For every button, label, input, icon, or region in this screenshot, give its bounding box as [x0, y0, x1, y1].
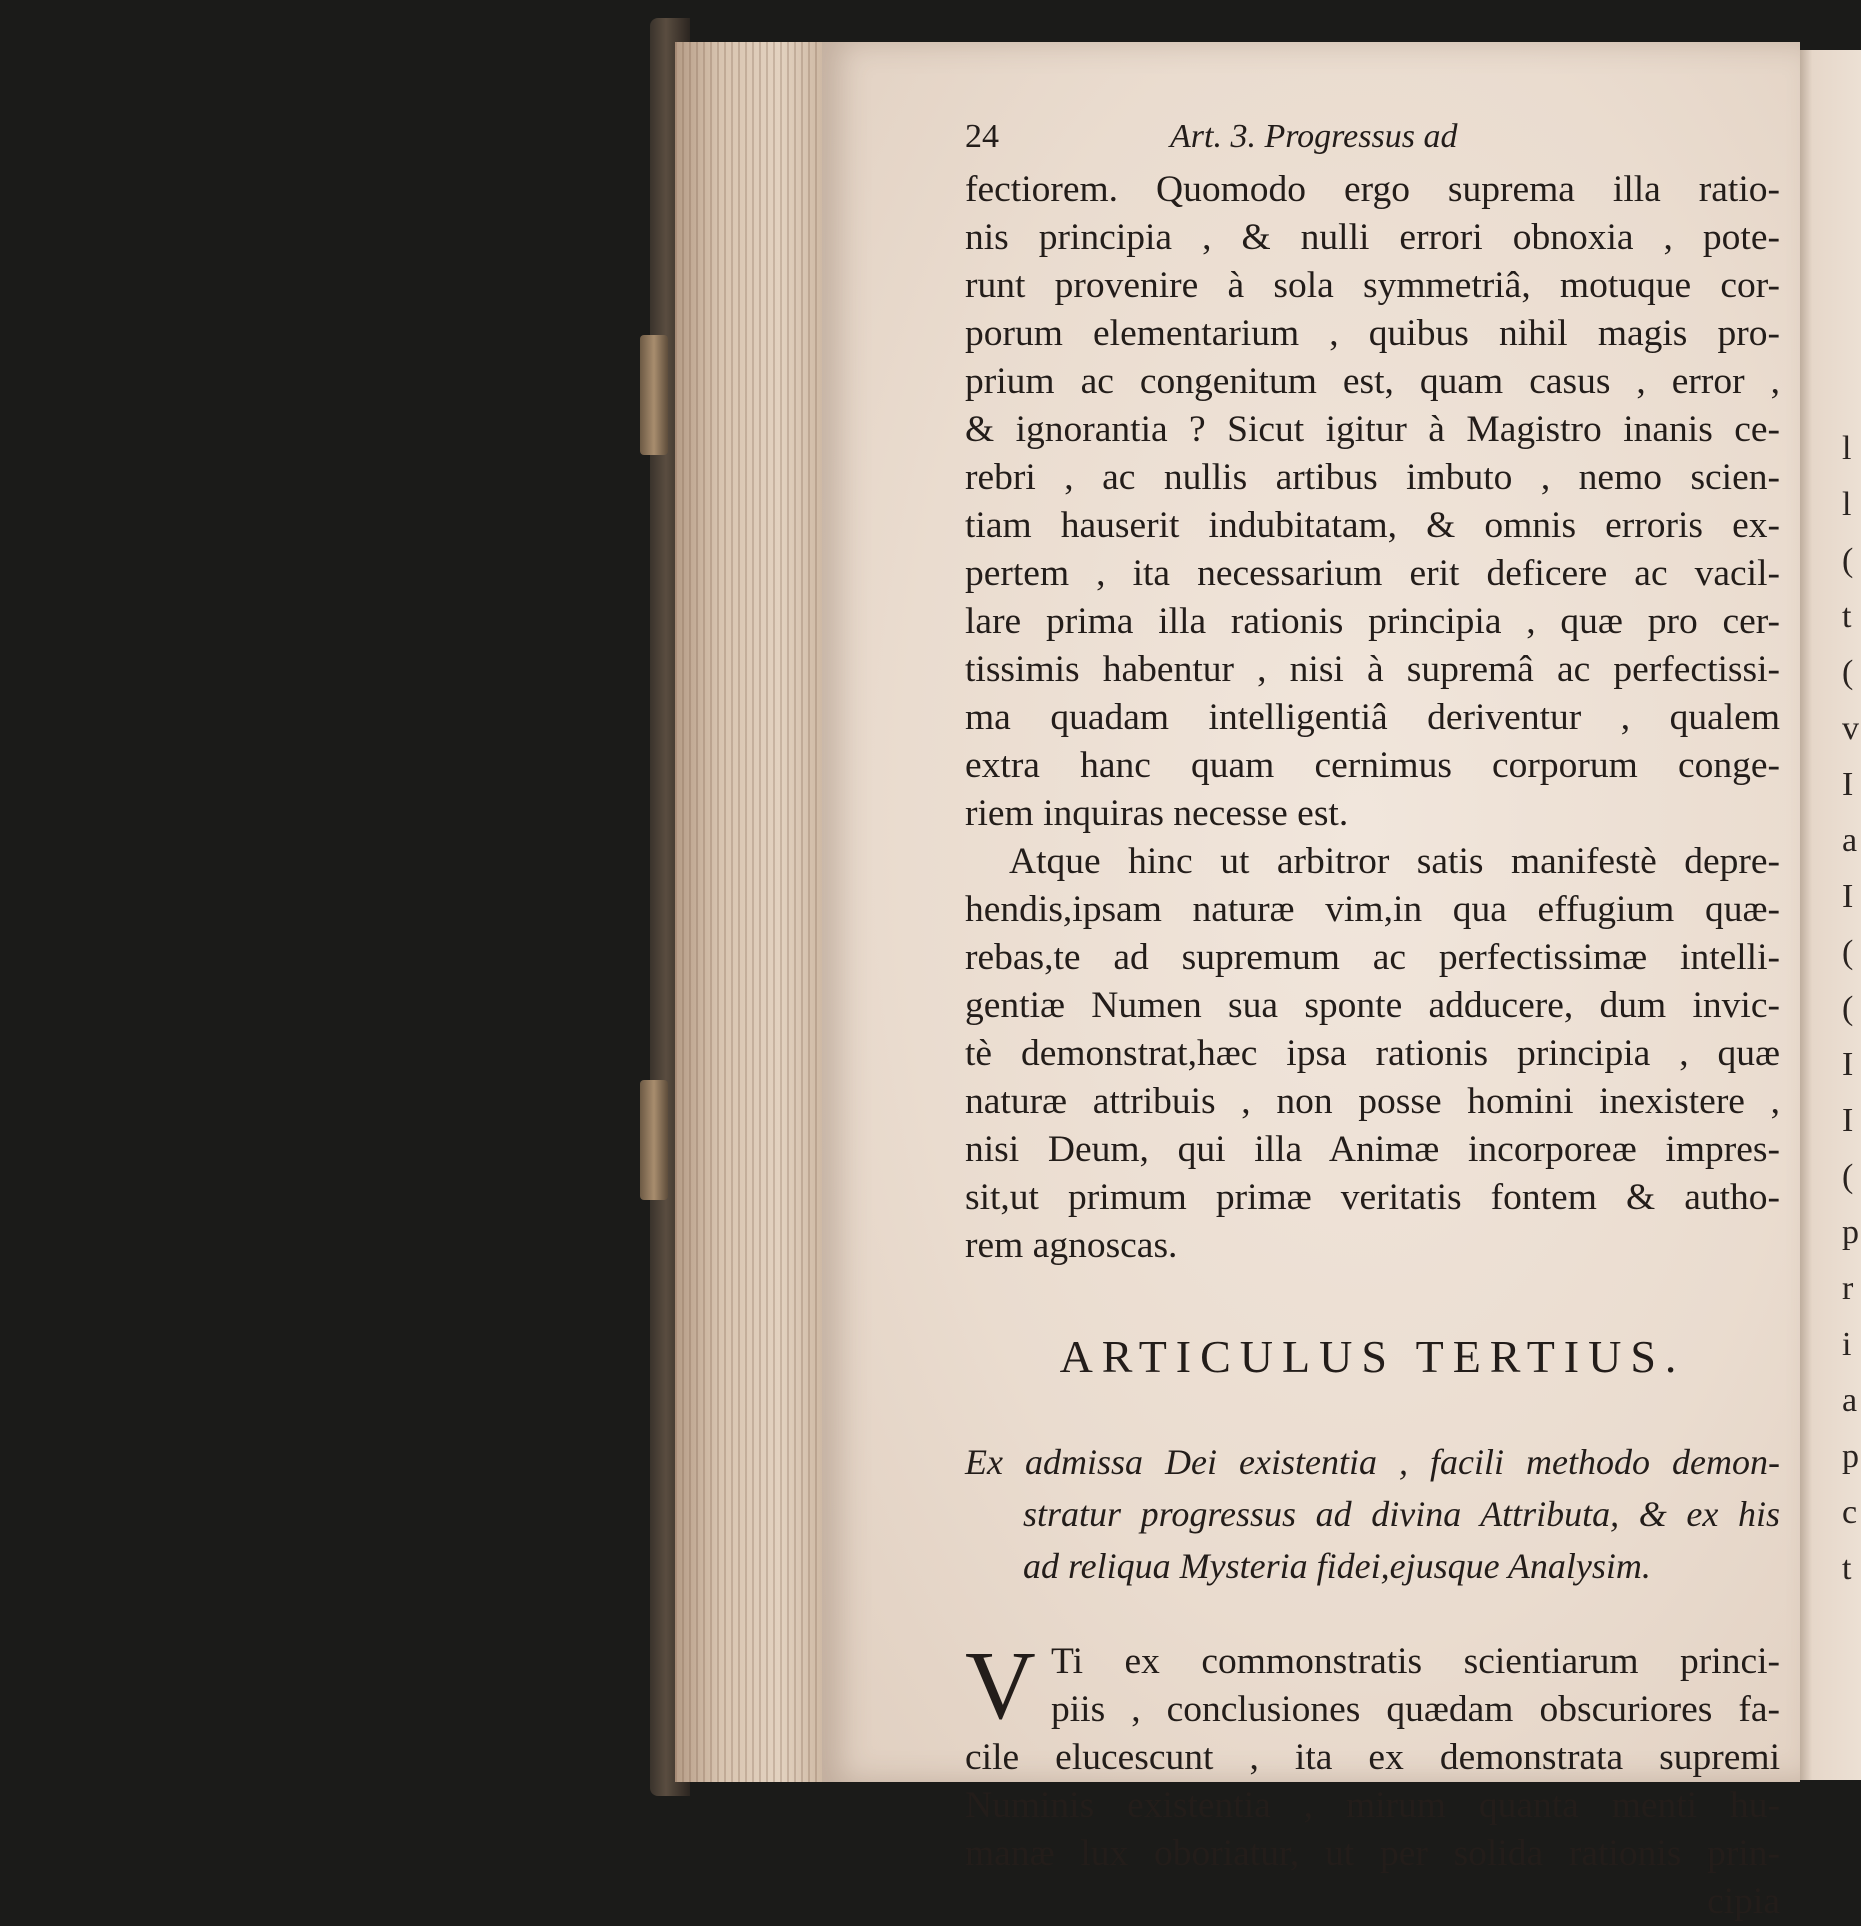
facing-page-sliver: [1800, 50, 1861, 1780]
facing-page-glyph: (: [1842, 990, 1854, 1027]
text-line: rebri , ac nullis artibus imbuto , nemo scien-: [965, 457, 1780, 498]
text-line: porum elementarium , quibus nihil magis pro-: [965, 313, 1780, 354]
text-line: Numinis existentia , mirum quanta menti hu-: [965, 1785, 1780, 1826]
text-line: ma quadam intelligentiâ deriventur , qualem: [965, 697, 1780, 738]
text-line: manæ lux oboriatur, ut per solida rationis prin-: [965, 1833, 1780, 1874]
text-line: fectiorem. Quomodo ergo suprema illa ratio-: [965, 169, 1780, 210]
drop-cap: V: [965, 1632, 1036, 1740]
page-header: [965, 118, 1780, 164]
facing-page-glyph: a: [1842, 1382, 1858, 1419]
text-line: nisi Deum, qui illa Animæ incorporeæ impres-: [965, 1129, 1780, 1170]
facing-page-glyph: i: [1842, 1326, 1852, 1363]
facing-page-glyph: I: [1842, 766, 1854, 803]
text-line: cile elucescunt , ita ex demonstrata supremi: [965, 1737, 1780, 1778]
text-line: lare prima illa rationis principia , quæ pro cer-: [965, 601, 1780, 642]
text-line: Ex admissa Dei existentia , facili methodo demon-: [965, 1442, 1780, 1482]
text-line: riem inquiras necesse est.: [965, 793, 1349, 834]
text-line: ad reliqua Mysteria fidei,ejusque Analysim.: [1023, 1546, 1651, 1586]
facing-page-glyph: (: [1842, 1158, 1854, 1195]
text-line: nis principia , & nulli errori obnoxia , pote-: [965, 217, 1780, 258]
article-subtitle: [965, 1436, 1780, 1592]
text-line: extra hanc quam cernimus corporum conge-: [965, 745, 1780, 786]
running-head: Art. 3. Progressus ad: [1170, 118, 1458, 155]
clasp-lower: [640, 1080, 668, 1200]
catchword: cipia: [1707, 1881, 1780, 1922]
article-heading: ARTICULUS TERTIUS.: [1059, 1331, 1686, 1382]
text-line: & ignorantia ? Sicut igitur à Magistro inanis ce-: [965, 409, 1780, 450]
facing-page-glyph: p: [1842, 1214, 1859, 1251]
text-line: rebas,te ad supremum ac perfectissimæ intelli-: [965, 937, 1780, 978]
clasp-upper: [640, 335, 668, 455]
text-line: pertem , ita necessarium erit deficere ac vacil-: [965, 553, 1780, 594]
text-line: tissimis habentur , nisi à supremâ ac perfectissi-: [965, 649, 1780, 690]
facing-page-glyph: p: [1842, 1438, 1859, 1475]
facing-page-glyph: I: [1842, 1102, 1854, 1139]
page-number: 24: [965, 118, 999, 155]
text-line: hendis,ipsam naturæ vim,in qua effugium quæ-: [965, 889, 1780, 930]
text-line: tiam hauserit indubitatam, & omnis erroris ex-: [965, 505, 1780, 546]
text-line: gentiæ Numen sua sponte adducere, dum invic-: [965, 985, 1780, 1026]
text-line: stratur progressus ad divina Attributa, & ex his: [1023, 1494, 1780, 1534]
facing-page-glyph: c: [1842, 1494, 1858, 1531]
text-line: Ti ex commonstratis scientiarum princi-: [1051, 1641, 1780, 1682]
facing-page-glyph: l: [1842, 486, 1852, 523]
facing-page-glyph: t: [1842, 598, 1852, 635]
facing-page-glyph: t: [1842, 1550, 1852, 1587]
facing-page-glyph: v: [1842, 710, 1859, 747]
facing-page-glyph: I: [1842, 878, 1854, 915]
text-line: naturæ attribuis , non posse homini inexistere ,: [965, 1081, 1780, 1122]
paragraph-1: [965, 166, 1780, 838]
facing-page-glyph: r: [1842, 1270, 1854, 1307]
facing-page-glyph: (: [1842, 542, 1854, 579]
text-line: rem agnoscas.: [965, 1225, 1178, 1266]
facing-page-glyph: a: [1842, 822, 1858, 859]
page-fore-edge: [675, 42, 825, 1782]
facing-page-glyph: (: [1842, 654, 1854, 691]
text-line: piis , conclusiones quædam obscuriores fa-: [1051, 1689, 1780, 1730]
text-line: runt provenire à sola symmetriâ, motuque cor-: [965, 265, 1780, 306]
text-line: prium ac congenitum est, quam casus , error ,: [965, 361, 1780, 402]
text-line: tè demonstrat,hæc ipsa rationis principia , quæ: [965, 1033, 1780, 1074]
facing-page-glyph: I: [1842, 1046, 1854, 1083]
facing-page-glyph: (: [1842, 934, 1854, 971]
paragraph-3: [965, 1632, 1780, 1926]
page-text-block: [965, 118, 1780, 1926]
facing-page-glyph: l: [1842, 430, 1852, 467]
paragraph-2: [965, 838, 1780, 1270]
text-line: Atque hinc ut arbitror satis manifestè depre-: [1009, 841, 1780, 882]
text-line: sit,ut primum primæ veritatis fontem & autho-: [965, 1177, 1780, 1218]
